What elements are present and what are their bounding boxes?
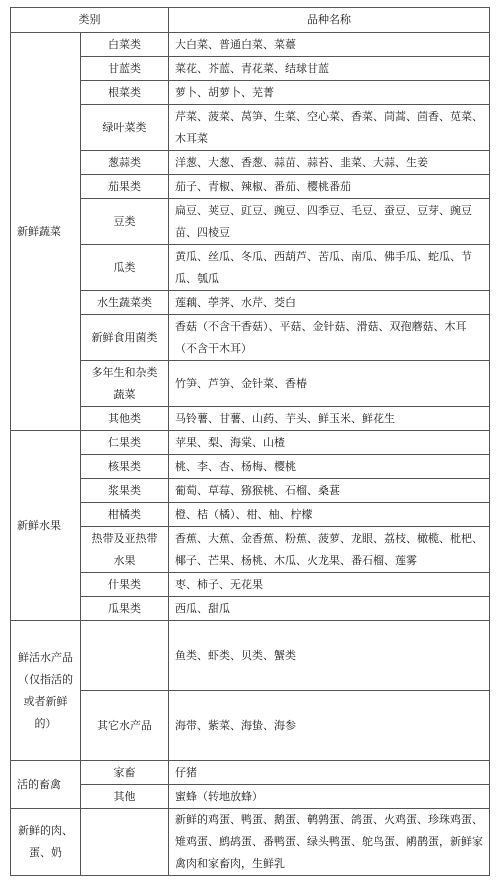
table-row (11, 175, 490, 199)
table-body (11, 33, 490, 876)
table-row (11, 621, 490, 691)
sub-category-cell: 什果类 (81, 573, 169, 597)
table-row (11, 407, 490, 431)
table-row (11, 199, 490, 245)
table-header-row (11, 8, 490, 33)
sub-category-cell: 绿叶菜类 (81, 105, 169, 151)
variety-names-cell: 扁豆、荚豆、豇豆、豌豆、四季豆、毛豆、蚕豆、豆芽、豌豆苗、四棱豆 (169, 199, 490, 245)
sub-category-cell: 仁果类 (81, 431, 169, 455)
sub-category-cell: 葱蒜类 (81, 151, 169, 175)
variety-names-cell: 竹笋、芦笋、金针菜、香椿 (169, 361, 490, 407)
variety-names-cell: 橙、桔（橘）、柑、柚、柠檬 (169, 503, 490, 527)
variety-names-cell: 新鲜的鸡蛋、鸭蛋、鹅蛋、鹌鹑蛋、鸽蛋、火鸡蛋、珍珠鸡蛋、雉鸡蛋、鹧鸪蛋、番鸭蛋、绿头鸭蛋、鸵鸟蛋、鹇鹊蛋，新鲜家禽肉和家畜肉，生鲜乳 (169, 809, 490, 876)
variety-names-cell: 枣、柿子、无花果 (169, 573, 490, 597)
variety-names-cell: 洋葱、大葱、香葱、蒜苗、蒜苔、韭菜、大蒜、生姜 (169, 151, 490, 175)
sub-category-cell: 多年生和杂类蔬菜 (81, 361, 169, 407)
table-row (11, 761, 490, 785)
sub-category-cell: 白菜类 (81, 33, 169, 57)
header-variety-name: 品种名称 (169, 8, 490, 33)
header-category: 类别 (11, 8, 169, 33)
sub-category-cell: 茄果类 (81, 175, 169, 199)
table-row (11, 809, 490, 876)
agricultural-product-category-table (10, 7, 490, 876)
sub-category-cell (81, 809, 169, 876)
variety-names-cell: 马铃薯、甘薯、山药、芋头、鲜玉米、鲜花生 (169, 407, 490, 431)
variety-names-cell: 葡萄、草莓、猕猴桃、石榴、桑葚 (169, 479, 490, 503)
major-category-cell: 新鲜水果 (11, 431, 81, 621)
sub-category-cell: 柑橘类 (81, 503, 169, 527)
variety-names-cell: 菜花、芥蓝、青花菜、结球甘蓝 (169, 57, 490, 81)
variety-names-cell: 苹果、梨、海棠、山楂 (169, 431, 490, 455)
sub-category-cell: 瓜果类 (81, 597, 169, 621)
table-row (11, 245, 490, 291)
table-row (11, 81, 490, 105)
sub-category-cell: 豆类 (81, 199, 169, 245)
sub-category-cell: 其他 (81, 785, 169, 809)
sub-category-cell: 其它水产品 (81, 691, 169, 761)
table-row (11, 291, 490, 315)
sub-category-cell: 根菜类 (81, 81, 169, 105)
sub-category-cell: 瓜类 (81, 245, 169, 291)
sub-category-cell: 家畜 (81, 761, 169, 785)
variety-names-cell: 海带、紫菜、海蛰、海参 (169, 691, 490, 761)
table-row (11, 597, 490, 621)
major-category-cell: 活的畜禽 (11, 761, 81, 809)
variety-names-cell: 香蕉、大蕉、金香蕉、粉蕉、菠萝、龙眼、荔枝、橄榄、枇杷、椰子、芒果、杨桃、木瓜、火龙果、番石榴、莲雾 (169, 527, 490, 573)
variety-names-cell: 香菇（不含干香菇）、平菇、金针菇、滑菇、双孢蘑菇、木耳（不含干木耳） (169, 315, 490, 361)
table-row (11, 527, 490, 573)
variety-names-cell: 桃、李、杏、杨梅、樱桃 (169, 455, 490, 479)
table-row (11, 361, 490, 407)
variety-names-cell: 莲藕、荸荠、水芹、茭白 (169, 291, 490, 315)
variety-names-cell: 芹菜、菠菜、莴笋、生菜、空心菜、香菜、茼蒿、茴香、苋菜、木耳菜 (169, 105, 490, 151)
table-row (11, 691, 490, 761)
sub-category-cell: 水生蔬菜类 (81, 291, 169, 315)
table-row (11, 455, 490, 479)
sub-category-cell (81, 621, 169, 691)
table-row (11, 151, 490, 175)
variety-names-cell: 黄瓜、丝瓜、冬瓜、西葫芦、苦瓜、南瓜、佛手瓜、蛇瓜、节瓜、瓠瓜 (169, 245, 490, 291)
sub-category-cell: 新鲜食用菌类 (81, 315, 169, 361)
table-row (11, 315, 490, 361)
sub-category-cell: 热带及亚热带水果 (81, 527, 169, 573)
variety-names-cell: 仔猪 (169, 761, 490, 785)
variety-names-cell: 西瓜、甜瓜 (169, 597, 490, 621)
variety-names-cell: 鱼类、虾类、贝类、蟹类 (169, 621, 490, 691)
table-row (11, 57, 490, 81)
table-row (11, 105, 490, 151)
variety-names-cell: 萝卜、胡萝卜、芜菁 (169, 81, 490, 105)
table-row (11, 33, 490, 57)
major-category-cell: 新鲜的肉、蛋、奶 (11, 809, 81, 876)
sub-category-cell: 其他类 (81, 407, 169, 431)
variety-names-cell: 茄子、青椒、辣椒、番茄、樱桃番茄 (169, 175, 490, 199)
sub-category-cell: 浆果类 (81, 479, 169, 503)
table-row (11, 431, 490, 455)
sub-category-cell: 甘蓝类 (81, 57, 169, 81)
major-category-cell: 新鲜蔬菜 (11, 33, 81, 431)
table-row (11, 573, 490, 597)
table-row (11, 479, 490, 503)
variety-names-cell: 蜜蜂（转地放蜂） (169, 785, 490, 809)
major-category-cell: 鲜活水产品（仅指活的或者新鲜的） (11, 621, 81, 761)
table-row (11, 785, 490, 809)
table-row (11, 503, 490, 527)
sub-category-cell: 核果类 (81, 455, 169, 479)
variety-names-cell: 大白菜、普通白菜、菜薹 (169, 33, 490, 57)
